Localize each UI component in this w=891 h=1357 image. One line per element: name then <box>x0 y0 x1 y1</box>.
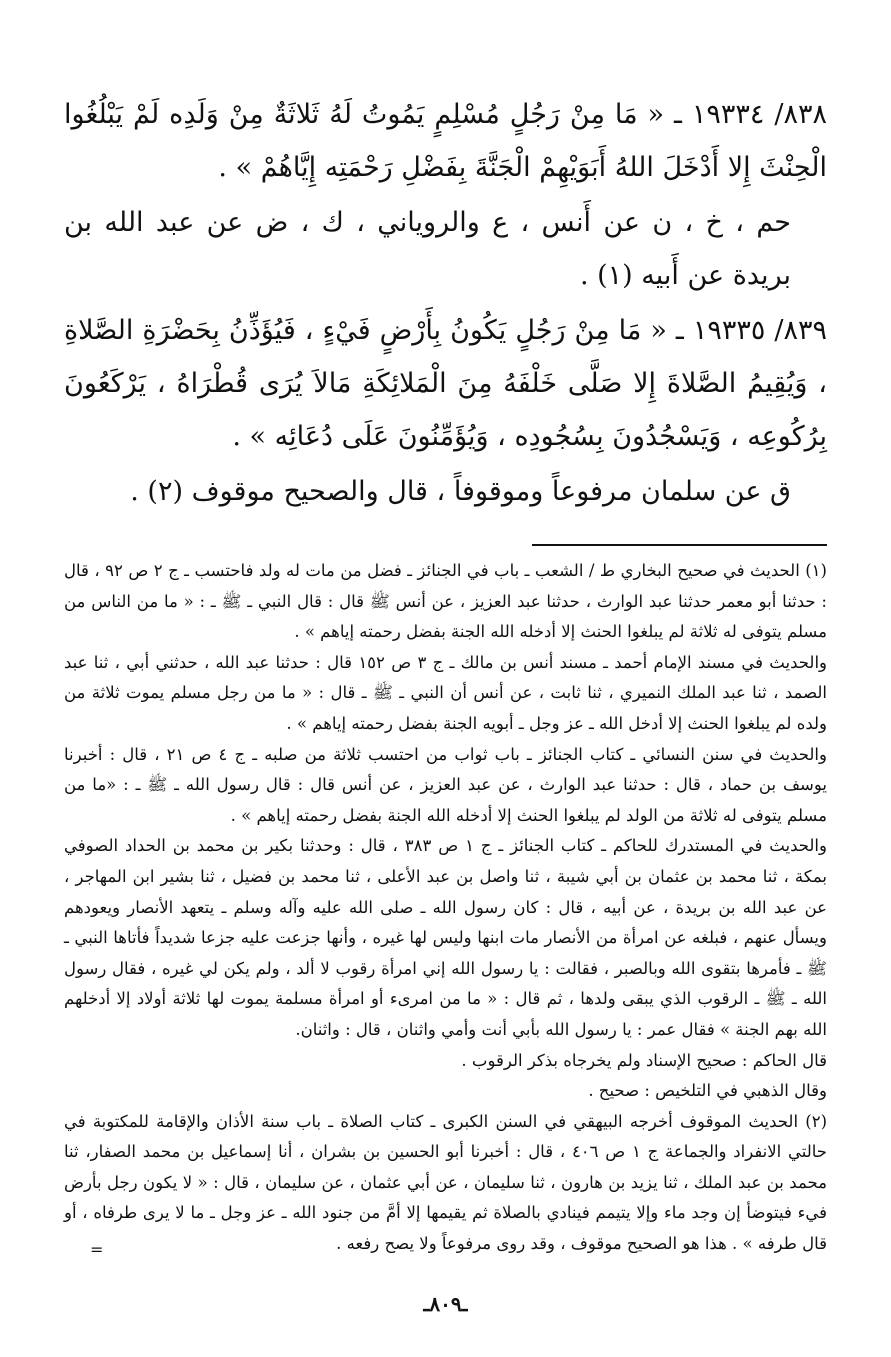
footnote-1-bukhari: (١) الحديث في صحيح البخاري ط / الشعب ـ باب في الجنائز ـ فضل من مات له ولد فاحتسب ـ ج ٢ ص ٩٢ ، قال : حدثنا أبو معمر حدثنا عبد الوارث ، حدثنا عبد العزيز ، عن أنس ﷺ قال : قال النبي ـ ﷺ ـ : « ما من الناس من مسلم يتوفى له ثلاثة لم يبلغوا الحنث إلا أدخله الله الجنة بفضل رحمته إياهم » . <box>64 561 827 642</box>
main-text <box>64 88 827 518</box>
footnote-1-hakim: والحديث في المستدرك للحاكم ـ كتاب الجنائز ـ ج ١ ص ٣٨٣ ، قال : وحدثنا بكير بن محمد بن الحداد الصوفي بمكة ، ثنا محمد بن عثمان بن أبي شيبة ، ثنا واصل بن عبد الأعلى ، ثنا محمد بن فضيل ، ثنا بشير ابن المهاجر ، عن عبد الله بن بريدة ، عن أبيه ، قال : كان رسول الله ـ صلى الله عليه وآله وسلم ـ يتعهد الأنصار ويعودهم ويسأل عنهم ، فبلغه عن امرأة من الأنصار مات ابنها وليس لها غيره ، وأنها جزعت عليه جزعا شديداً فأتاها النبي ـ ﷺ ـ فأمرها بتقوى الله وبالصبر ، فقالت : يا رسول الله إني امرأة رقوب لا ألد ، ولم يكن لي غيره ، فقال رسول الله ـ ﷺ ـ الرقوب الذي يبقى ولدها ، ثم قال : « ما من امرىء أو امرأة مسلمة يموت لها ثلاثة أولاد إلا أدخلهم الله بهم الجنة » فقال عمر : يا رسول الله بأبي أنت وأمي واثنان ، قال : واثنان. <box>64 836 827 1039</box>
footnote-separator <box>532 544 827 546</box>
hadith-838: ٨٣٨/ ١٩٣٣٤ ـ « مَا مِنْ رَجُلٍ مُسْلِمٍ يَمُوتُ لَهُ ثَلاثَةٌ مِنْ وَلَدِه لَمْ يَبْلُغُوا الْحِنْثَ إِلا أَدْخَلَ اللهُ أَبَوَيْهِمْ الْجَنَّةَ بِفَضْلِ رَحْمَتِه إِيَّاهُمْ » . <box>64 99 827 183</box>
footnote-1-dhahabi: وقال الذهبي في التلخيص : صحيح . <box>588 1081 827 1101</box>
hadith-838-source: حم ، خ ، ن عن أَنس ، ع والروياني ، ك ، ض عن عبد الله بن بريدة عن أَبيه (١) . <box>64 207 791 291</box>
footnote-1-ahmad: والحديث في مسند الإمام أحمد ـ مسند أنس بن مالك ـ ج ٣ ص ١٥٢ قال : حدثنا عبد الله ، حدثني أبي ، ثنا عبد الصمد ، ثنا عبد الملك النميري ، ثنا ثابت ، عن أنس أن النبي ـ ﷺ ـ قال : « ما من رجل مسلم يموت ثلاثة من ولده لم يبلغوا الحنث إلا أدخل الله ـ عز وجل ـ أبويه الجنة بفضل رحمته إياهم » . <box>64 652 827 733</box>
footnote-1-nasai: والحديث في سنن النسائي ـ كتاب الجنائز ـ باب ثواب من احتسب ثلاثة من صلبه ـ ج ٤ ص ٢١ ، قال : أخبرنا يوسف بن حماد ، قال : حدثنا عبد الوارث ، عن عبد العزيز ، عن أنس قال : قال رسول الله ـ ﷺ ـ : «ما من مسلم يتوفى له ثلاثة من الولد لم يبلغوا الحنث إلا أدخله الله الجنة بفضل رحمته إياهم » . <box>64 744 827 825</box>
end-mark: = <box>90 1240 104 1259</box>
hadith-839-source: ق عن سلمان مرفوعاً وموقوفاً ، قال والصحيح موقوف (٢) . <box>130 476 791 507</box>
footnote-1-hakim-verdict: قال الحاكم : صحيح الإسناد ولم يخرجاه بذكر الرقوب . <box>461 1050 827 1070</box>
hadith-839: ٨٣٩/ ١٩٣٣٥ ـ « مَا مِنْ رَجُلٍ يَكُونُ بِأَرْضٍ فَيْءٍ ، فَيُؤَذِّنُ بِحَضْرَةِ الصَّلاةِ ، وَيُقِيمُ الصَّلاةَ إِلا صَلَّى خَلْفَهُ مِنَ الْمَلائِكَةِ مَالاَ يُرَى قُطْرَاهُ ، يَرْكَعُونَ بِرُكُوعِه ، وَيَسْجُدُونَ بِسُجُودِه ، وَيُؤَمِّنُونَ عَلَى دُعَائِه » . <box>64 315 827 452</box>
footnotes <box>64 556 827 1260</box>
page-number: ـ٨٠٩ـ <box>423 1292 468 1316</box>
footnote-2-bayhaqi: (٢) الحديث الموقوف أخرجه البيهقي في السنن الكبرى ـ كتاب الصلاة ـ باب سنة الأذان والإقامة للمكتوبة في حالتي الانفراد والجماعة ج ١ ص ٤٠٦ ، قال : أخبرنا أبو الحسين بن بشران ، أنا إسماعيل بن محمد الصفار، ثنا محمد بن عبد الملك ، ثنا يزيد بن هارون ، ثنا سليمان ، عن أبي عثمان ، عن سليمان ، قال : « لا يكون رجل بأرض فيء فيتوضأ إن وجد ماء وإلا يتيمم فينادي بالصلاة ثم يقيمها إلا أمَّ من جنود الله ـ عز وجل ـ ما لا يرى طرفاه ، أو قال طرفه » . هذا هو الصحيح موقوف ، وقد روى مرفوعاً ولا يصح رفعه . <box>64 1111 827 1254</box>
